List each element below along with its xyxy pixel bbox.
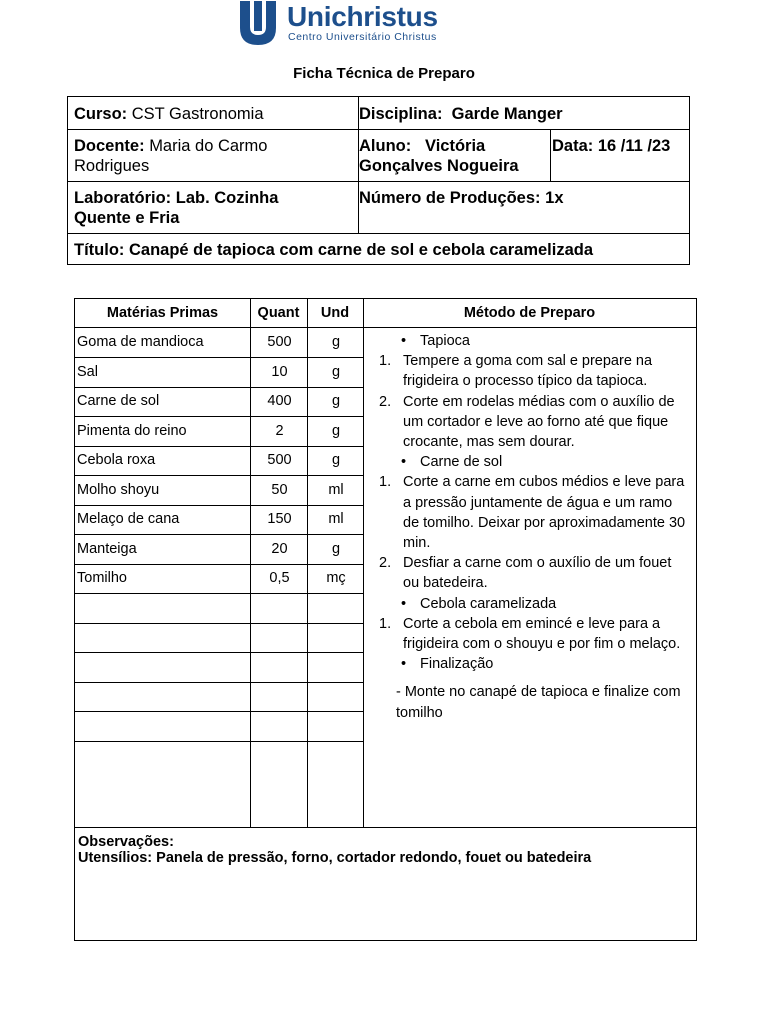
header-materias: Matérias Primas <box>106 305 219 321</box>
ingredient-unit: g <box>331 393 341 409</box>
observations-label: Observações: <box>78 834 174 850</box>
header-divider <box>68 129 689 130</box>
data-value: 16 /11 /23 <box>597 137 671 155</box>
docente-field <box>68 132 330 180</box>
aluno-label: Aluno: <box>359 137 412 155</box>
method-step-text: Corte em rodelas médias com o auxílio de um cortador e leve ao forno até que fique crocante, mas sem dourar. <box>403 393 675 451</box>
aluno-field <box>353 132 553 180</box>
ingredient-name: Carne de sol <box>77 393 160 409</box>
ingredient-unit: ml <box>328 511 344 527</box>
ingredient-unit: mç <box>326 570 346 586</box>
curso-value: CST Gastronomia <box>131 105 264 123</box>
document-title: Ficha Técnica de Preparo <box>293 65 475 82</box>
method-step: 2. Corte em rodelas médias com o auxílio de um cortador e leve ao forno até que fique crocante, mas sem dourar. <box>379 393 675 451</box>
header-divider <box>68 181 689 182</box>
ingredient-qty: 2 <box>275 423 284 439</box>
method-step-text: Tempere a goma com sal e prepare na frigideira o processo típico da tapioca. <box>403 353 653 390</box>
logo-name: Unichristus <box>287 1 438 32</box>
header-table <box>67 96 690 265</box>
docente-label: Docente: <box>74 137 145 155</box>
method-step: 1. Tempere a goma com sal e prepare na frigideira o processo típico da tapioca. <box>379 353 653 390</box>
utensils-text: Utensílios: Panela de pressão, forno, cortador redondo, fouet ou batedeira <box>78 850 592 866</box>
ingredient-qty: 50 <box>271 482 288 498</box>
method-step: 1. Corte a cebola em emincé e leve para a frigideira com o shouyu e por fim o melaço. <box>379 615 681 653</box>
header-divider <box>68 233 689 234</box>
ingredient-unit: g <box>331 334 341 350</box>
method-step-text: Desfiar a carne com o auxílio de um fouet ou batedeira. <box>403 555 672 592</box>
unichristus-u-icon <box>238 0 278 46</box>
titulo-label: Título: <box>74 241 125 259</box>
ingredient-name: Melaço de cana <box>77 511 180 527</box>
ingredient-name: Tomilho <box>77 570 127 586</box>
ingredient-name: Manteiga <box>77 541 137 557</box>
producoes-value: 1x <box>545 189 564 207</box>
disciplina-field <box>353 100 689 128</box>
method-section-title: • Finalização <box>370 654 690 674</box>
ingredient-name: Goma de mandioca <box>77 334 204 350</box>
method-step: 2. Desfiar a carne com o auxílio de um fouet ou batedeira. <box>379 555 672 592</box>
ingredient-qty: 400 <box>267 393 292 409</box>
row-divider <box>75 623 363 624</box>
method-section-title: • Cebola caramelizada <box>370 594 690 614</box>
ingredient-unit: ml <box>328 482 344 498</box>
ingredient-unit: g <box>331 423 341 439</box>
producoes-label: Número de Produções: <box>359 189 541 207</box>
laboratorio-value: Lab. Cozinha Quente e Fria <box>74 189 279 227</box>
ingredient-qty: 150 <box>267 511 292 527</box>
ingredient-unit: g <box>331 364 341 380</box>
titulo-field <box>68 236 689 264</box>
aluno-value: Victória Gonçalves Nogueira <box>359 137 519 175</box>
method-step: 1. Corte a carne em cubos médios e leve para a pressão juntamente de água e um ramo de tomilho. Deixar por aproximadamente 30 min. <box>379 474 686 552</box>
docente-value: Maria do Carmo Rodrigues <box>74 137 268 175</box>
data-field <box>546 132 689 160</box>
header-quant: Quant <box>257 305 300 321</box>
row-divider <box>75 682 363 683</box>
data-label: Data: <box>552 137 594 155</box>
row-divider <box>75 593 363 594</box>
observations-divider <box>75 827 696 828</box>
unichristus-logo <box>236 0 466 48</box>
header-metodo: Método de Preparo <box>463 305 596 321</box>
method-section-title: • Carne de sol <box>370 452 690 472</box>
disciplina-value: Garde Manger <box>451 105 563 123</box>
ingredient-name: Molho shoyu <box>77 482 160 498</box>
ingredient-name: Sal <box>77 364 98 380</box>
titulo-value: Canapé de tapioca com carne de sol e cebola caramelizada <box>129 241 594 259</box>
method-final-note: - Monte no canapé de tapioca e finalize com tomilho <box>396 684 681 721</box>
curso-label: Curso: <box>74 105 128 123</box>
producoes-field <box>353 184 689 212</box>
ingredient-name: Cebola roxa <box>77 452 156 468</box>
row-divider <box>75 652 363 653</box>
ingredient-unit: g <box>331 541 341 557</box>
method-of-preparation <box>370 331 690 723</box>
ingredient-qty: 0,5 <box>269 570 290 586</box>
curso-field <box>68 100 358 128</box>
ingredient-qty: 20 <box>271 541 288 557</box>
recipe-table <box>74 298 697 941</box>
ingredient-name: Pimenta do reino <box>77 423 187 439</box>
ingredient-qty: 10 <box>271 364 288 380</box>
laboratorio-field <box>68 184 330 232</box>
ingredient-unit: g <box>331 452 341 468</box>
logo-subtitle: Centro Universitário Christus <box>288 31 437 43</box>
method-step-text: Corte a cebola em emincé e leve para a frigideira com o shouyu e por fim o melaço. <box>403 615 681 653</box>
row-divider <box>75 741 363 742</box>
header-und: Und <box>320 305 350 321</box>
disciplina-label: Disciplina: <box>359 105 443 123</box>
observations <box>78 834 591 866</box>
ingredient-qty: 500 <box>267 452 292 468</box>
method-step-text: Corte a carne em cubos médios e leve para a pressão juntamente de água e um ramo de tomilho. Deixar por aproximadamente 30 min. <box>403 474 686 552</box>
row-divider <box>75 711 363 712</box>
method-section-title: • Tapioca <box>370 331 690 351</box>
ingredient-qty: 500 <box>267 334 292 350</box>
laboratorio-label: Laboratório: <box>74 189 172 207</box>
